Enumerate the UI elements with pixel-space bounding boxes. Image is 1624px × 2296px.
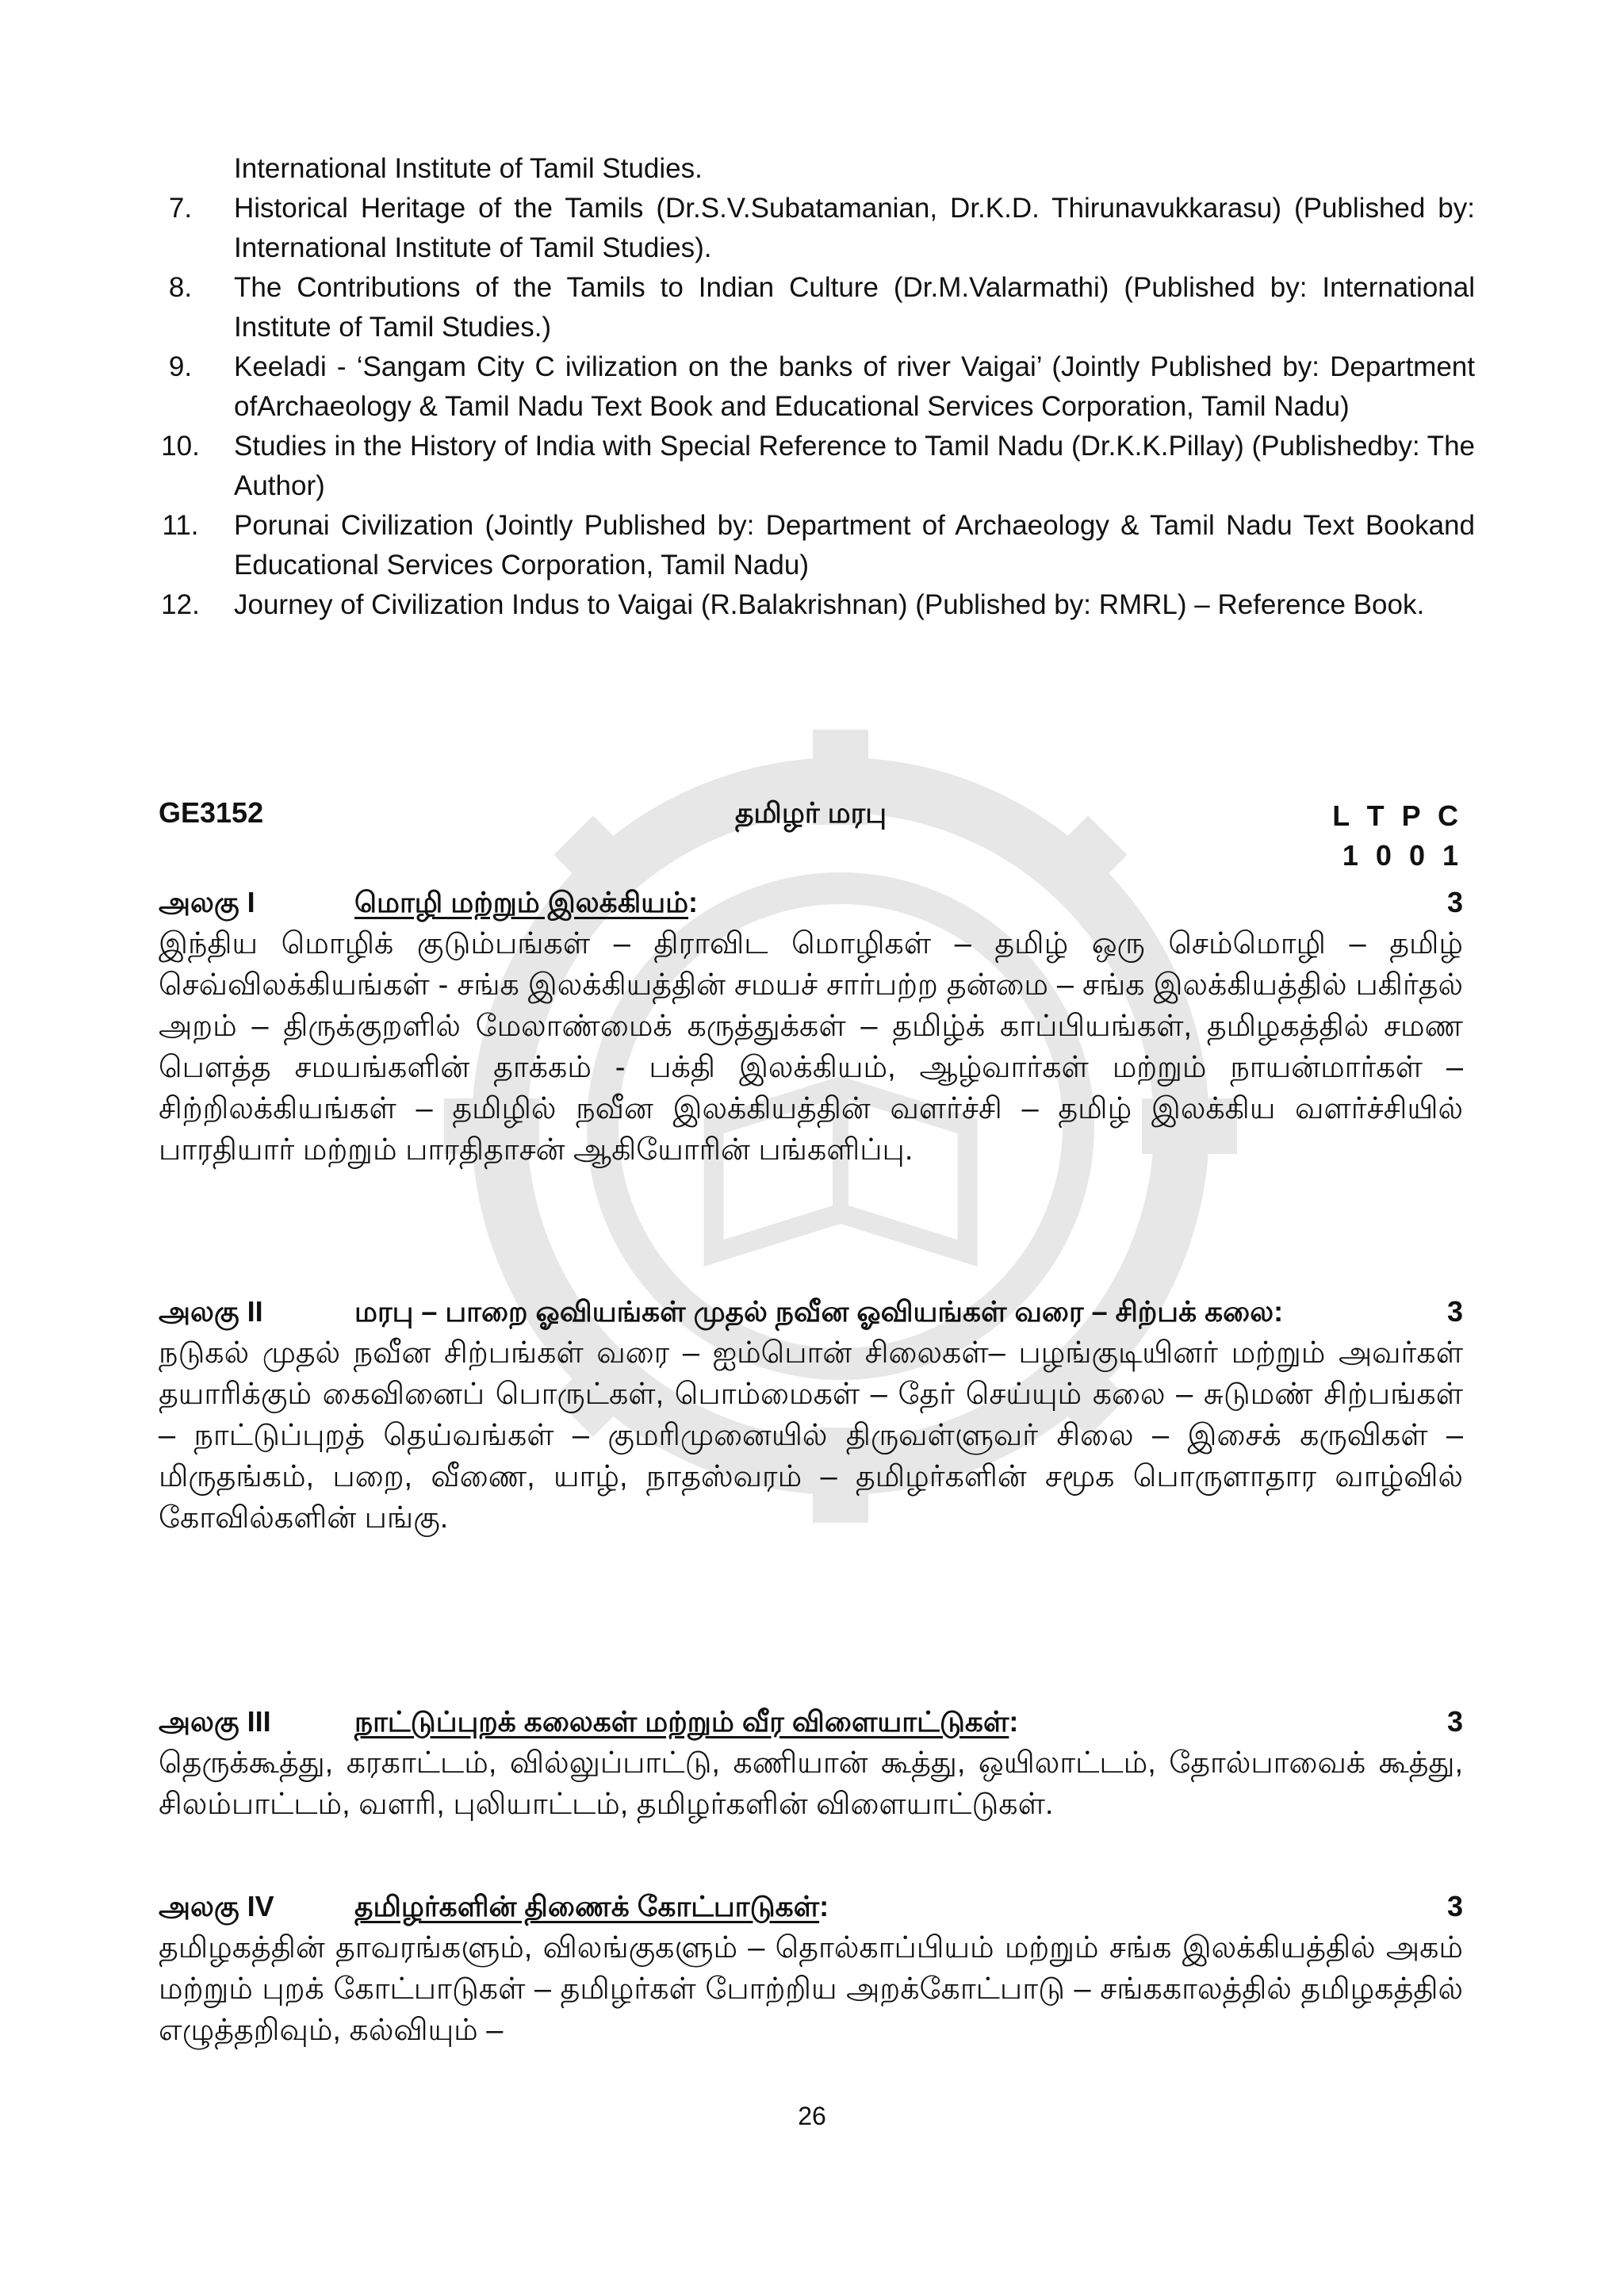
unit-heading (159, 1701, 1463, 1742)
reference-item (127, 268, 1475, 347)
reference-text: The Contributions of the Tamils to Indian Culture (Dr.M.Valarmathi) (Published by: International Institute of Tamil Studies.) (234, 272, 1475, 343)
unit-section-3 (159, 1701, 1463, 1825)
reference-item (127, 189, 1475, 268)
unit-label: அலகு II (159, 1295, 263, 1328)
unit-label: அலகு III (159, 1705, 271, 1738)
reference-list (127, 149, 1475, 625)
unit-content: இந்திய மொழிக் குடும்பங்கள் – திராவிட மொழிகள் – தமிழ் ஒரு செம்மொழி – தமிழ் செவ்விலக்கியங்கள் - சங்க இலக்கியத்தின் சமயச் சார்பற்ற தன்மை – சங்க இலக்கியத்தில் பகிர்தல் அறம் – திருக்குறளில் மேலாண்மைக் கருத்துக்கள் – தமிழ்க் காப்பியங்கள், தமிழகத்தில் சமண பௌத்த சமயங்களின் தாக்கம் - பக்தி இலக்கியம், ஆழ்வார்கள் மற்றும் நாயன்மார்கள் – சிற்றிலக்கியங்கள் – தமிழில் நவீன இலக்கியத்தின் வளர்ச்சி – தமிழ் இலக்கிய வளர்ச்சியில் பாரதியார் மற்றும் பாரதிதாசன் ஆகியோரின் பங்களிப்பு. (159, 927, 1463, 1167)
unit-title-colon: : (819, 1890, 829, 1922)
unit-section-4 (159, 1886, 1463, 2051)
credit-structure (1332, 796, 1463, 876)
unit-hours: 3 (1446, 1890, 1463, 1922)
reference-text: Journey of Civilization Indus to Vaigai (R.Balakrishnan) (Published by: RMRL) – Reference Book. (234, 589, 1425, 620)
unit-label: அலகு IV (159, 1890, 274, 1922)
unit-heading (159, 1886, 1463, 1927)
reference-text: Porunai Civilization (Jointly Published by: Department of Archaeology & Tamil Nadu Text Bookand Educational Services Corporation, Tamil Nadu) (234, 510, 1475, 581)
reference-item (127, 585, 1475, 625)
page-number: 26 (798, 2102, 826, 2130)
unit-hours: 3 (1446, 1295, 1463, 1328)
reference-item (127, 347, 1475, 427)
reference-number: 10. (161, 431, 200, 462)
unit-title: தமிழர்களின் திணைக் கோட்பாடுகள் (354, 1890, 820, 1922)
unit-hours: 3 (1446, 1705, 1463, 1738)
unit-title-colon: : (1009, 1705, 1019, 1738)
unit-section-1 (159, 882, 1463, 1171)
course-header (159, 796, 1463, 884)
unit-heading (159, 1291, 1463, 1332)
ltpc-values: 1 0 0 1 (1342, 839, 1463, 872)
reference-text: Keeladi - ‘Sangam City C ivilization on the banks of river Vaigai’ (Jointly Published by: Department ofArchaeology & Tamil Nadu Text Book and Educational Services Corporation, Tamil Nadu) (234, 351, 1475, 422)
unit-title: நாட்டுப்புறக் கலைகள் மற்றும் வீர விளையாட்டுகள் (354, 1705, 1009, 1738)
reference-number: 8. (168, 272, 193, 303)
unit-content: தமிழகத்தின் தாவரங்களும், விலங்குகளும் – தொல்காப்பியம் மற்றும் சங்க இலக்கியத்தில் அகம் மற்றும் புறக் கோட்பாடுகள் – தமிழர்கள் போற்றிய அறக்கோட்பாடு – சங்ககாலத்தில் தமிழகத்தில் எழுத்தறிவும், கல்வியும் – (159, 1931, 1463, 2047)
reference-number: 11. (162, 510, 199, 541)
unit-title-colon: : (1274, 1295, 1284, 1328)
course-title: தமிழர் மரபு (734, 796, 887, 829)
unit-label: அலகு I (159, 886, 255, 918)
reference-text: Historical Heritage of the Tamils (Dr.S.V.Subatamanian, Dr.K.D. Thirunavukkarasu) (Published by: International Institute of Tamil Studies). (234, 193, 1475, 263)
unit-heading (159, 882, 1463, 923)
ltpc-label: L T P C (1332, 799, 1463, 832)
reference-number: 12. (161, 589, 200, 620)
unit-hours: 3 (1446, 886, 1463, 918)
reference-number: 7. (168, 193, 193, 224)
unit-title: மொழி மற்றும் இலக்கியம் (354, 886, 689, 918)
unit-section-2 (159, 1291, 1463, 1539)
reference-item (127, 506, 1475, 585)
unit-title-colon: : (688, 886, 699, 918)
course-code: GE3152 (159, 796, 264, 829)
reference-number: 9. (168, 351, 193, 382)
reference-item (127, 427, 1475, 506)
reference-text: Studies in the History of India with Special Reference to Tamil Nadu (Dr.K.K.Pillay) (Publishedby: The Author) (234, 431, 1475, 501)
unit-title: மரபு – பாறை ஓவியங்கள் முதல் நவீன ஓவியங்கள் வரை – சிற்பக் கலை (354, 1295, 1274, 1328)
reference-continuation: International Institute of Tamil Studies. (234, 153, 703, 184)
unit-content: தெருக்கூத்து, கரகாட்டம், வில்லுப்பாட்டு, கணியான் கூத்து, ஒயிலாட்டம், தோல்பாவைக் கூத்து, சிலம்பாட்டம், வளரி, புலியாட்டம், தமிழர்களின் விளையாட்டுகள். (159, 1746, 1463, 1821)
unit-content: நடுகல் முதல் நவீன சிற்பங்கள் வரை – ஐம்பொன் சிலைகள்– பழங்குடியினர் மற்றும் அவர்கள் தயாரிக்கும் கைவினைப் பொருட்கள், பொம்மைகள் – தேர் செய்யும் கலை – சுடுமண் சிற்பங்கள் – நாட்டுப்புறத் தெய்வங்கள் – குமரிமுனையில் திருவள்ளுவர் சிலை – இசைக் கருவிகள் – மிருதங்கம், பறை, வீணை, யாழ், நாதஸ்வரம் – தமிழர்களின் சமூக பொருளாதார வாழ்வில் கோவில்களின் பங்கு. (159, 1336, 1463, 1535)
